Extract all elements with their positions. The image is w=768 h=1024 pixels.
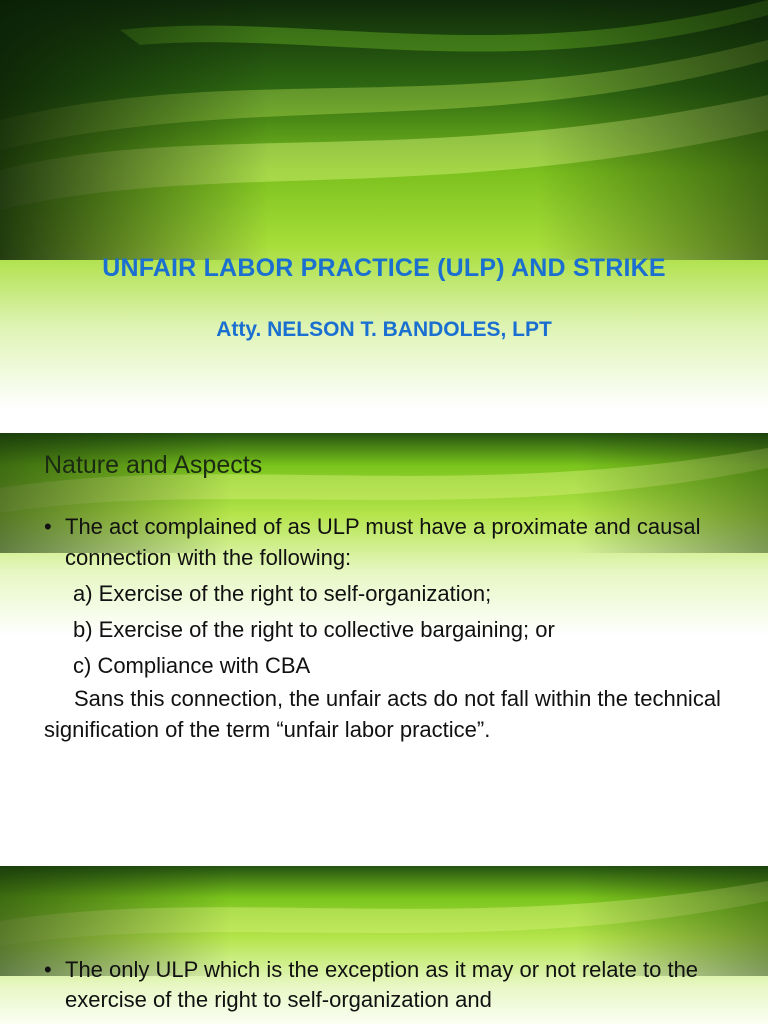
list-item: a) Exercise of the right to self-organization; bbox=[73, 581, 492, 606]
list-item: b) Exercise of the right to collective bargaining; or bbox=[73, 617, 555, 642]
explanatory-paragraph bbox=[44, 683, 748, 745]
slide-heading: Nature and Aspects bbox=[44, 451, 263, 479]
slide-body bbox=[44, 511, 748, 745]
bullet-point bbox=[44, 511, 748, 573]
bullet-marker: • bbox=[44, 957, 52, 982]
title-slide-background bbox=[0, 0, 768, 410]
presenter-name: Atty. NELSON T. BANDOLES, LPT bbox=[216, 318, 552, 341]
bullet-text: The act complained of as ULP must have a proximate and causal connection with the following: bbox=[65, 514, 701, 570]
paragraph-text: Sans this connection, the unfair acts do not fall within the technical signification of the term “unfair labor practice”. bbox=[44, 686, 721, 742]
content-slide-nature-and-aspects bbox=[0, 433, 768, 839]
bullet-marker: • bbox=[44, 514, 52, 539]
content-slide-exception bbox=[0, 866, 768, 1024]
presentation-title: UNFAIR LABOR PRACTICE (ULP) AND STRIKE bbox=[102, 254, 666, 282]
title-slide bbox=[0, 0, 768, 410]
bullet-text: The only ULP which is the exception as it may or not relate to the exercise of the right to self-organization and bbox=[65, 957, 699, 1012]
list-item: c) Compliance with CBA bbox=[73, 653, 311, 678]
bullet-point bbox=[44, 955, 748, 1015]
slide-body bbox=[44, 955, 748, 1015]
